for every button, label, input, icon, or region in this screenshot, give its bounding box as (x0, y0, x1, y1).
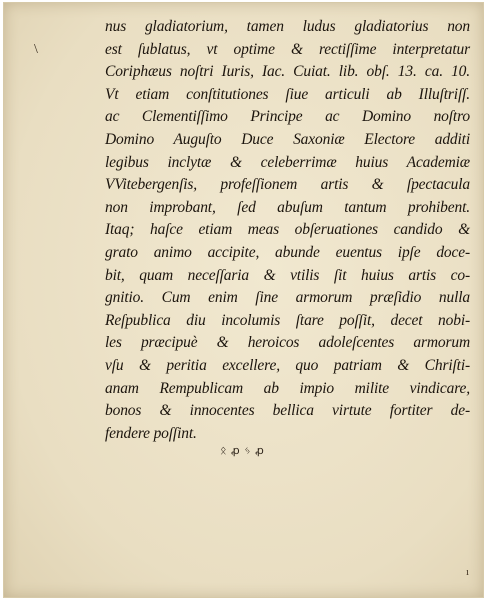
document-page (3, 2, 484, 598)
text-block (105, 16, 470, 445)
text-line: Coriphæus noſtri Iuris, Iac. Cuiat. lib. obſ. 13. ca. 10. (105, 63, 470, 81)
text-line: Reſpublica diu incolumis ſtare poſſit, decet nobi- (105, 311, 470, 329)
text-line: grato animo accipite, abunde euentus ipſe doce- (105, 243, 470, 261)
text-line: est ſublatus, vt optime & rectiſſime interpretatur (105, 40, 470, 58)
text-line: les præcipuè & heroicos adoleſcentes armorum (105, 334, 470, 352)
text-line: gnitio. Cum enim ſine armorum præſidio nulla (105, 289, 470, 307)
text-line: ac Clementiſſimo Principe ac Domino noſtro (105, 108, 470, 126)
text-line: bit, quam neceſſaria & vtilis ſit huius artis co- (105, 266, 470, 284)
text-line: Itaq; haſce etiam meas obſeruationes candido & (105, 221, 470, 239)
printer-ornament: ᛟ ꝓ ᛃ ꝓ (220, 444, 265, 457)
text-line: nus gladiatorium, tamen ludus gladiatorius non (105, 18, 470, 35)
text-line: VVitebergenſis, profeſſionem artis & ſpectacula (105, 176, 470, 194)
text-line: fendere poſſint. (105, 424, 197, 442)
text-line: Domino Auguſto Duce Saxoniæ Electore additi (105, 130, 470, 148)
text-line: anam Rempublicam ab impio milite vindicare, (105, 379, 470, 397)
text-line: vſu & peritia excellere, quo patriam & Chriſti- (105, 356, 470, 374)
text-line: legibus inclytæ & celeberrimæ huius Academiæ (105, 153, 470, 171)
text-line: bonos & innocentes bellica virtute fortiter de- (105, 402, 470, 420)
margin-mark: \ (34, 42, 38, 57)
corner-mark: ı (466, 566, 470, 578)
text-line: Vt etiam conſtitutiones ſiue articuli ab Illuſtriſſ. (105, 85, 470, 103)
text-line: non improbant, ſed abuſum tantum prohibent. (105, 198, 470, 216)
bleed-through-text (234, 439, 474, 499)
